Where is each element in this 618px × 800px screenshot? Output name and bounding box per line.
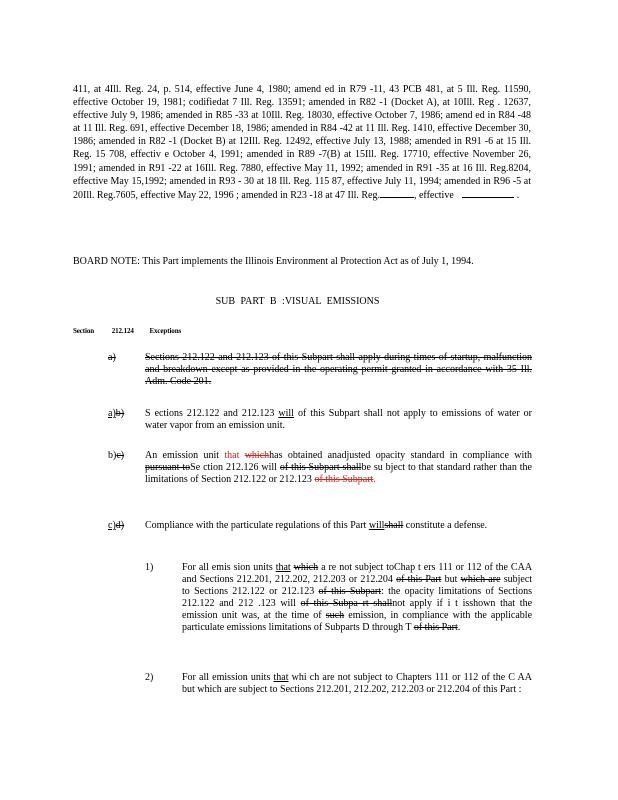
item-d-text-2: constitute a defense. — [405, 520, 488, 531]
item-d-text — [145, 520, 532, 532]
section-heading — [73, 325, 181, 337]
item-b-text-2: of this Subpart shall not apply to emissions of water or water vapor from an emission unit. — [145, 408, 532, 431]
section-name: Exceptions — [149, 327, 182, 335]
subitem-1-t5: : the opacity limitations of Sections 212.122 and 212 .123 will — [182, 586, 533, 609]
subitem-1-del7: of this Part — [413, 622, 458, 633]
subitem-2-t2: whi ch are not subject to Chapters 111 or 112 of the C AA but which are subject to Sections 212.201, 212.202, 212.203 or 212.204 of this Part : — [182, 672, 532, 695]
item-c-label-old: c) — [116, 450, 125, 461]
item-b-insert: will — [278, 408, 294, 419]
item-c-text-4: be su bject to that standard rather than the limitations of Section 212.122 or 212.123 — [145, 462, 532, 485]
history-reg-blank — [380, 188, 414, 198]
history-text: 411, at 4Ill. Reg. 24, p. 514, effective June 4, 1980; amend ed in R79 -11, 43 PCB 481, at 5 Ill. Reg. 11590, effective October 19, 1981; codifiedat 7 Ill. Reg. 13591; amended in R82 -1 (Docket A), at 10Ill. Reg . 12637, effective July 9, 1986; amended in R85 -33 at 10Ill. Reg. 18030, effective October 7, 1986; amend ed in R84 -48 at 11 Ill. Reg. 691, effective December 18, 1986; amended in R84 -42 at 11 Ill. Reg. 1410, effective December 30, 1986; amended in R82 -1 (Docket B) at 12Ill. Reg. 12492, effective July 13, 1988; amended in R91 -6 at 15 Ill. Reg. 15 708, effectiv e October 4, 1991; amended in R89 -7(B) at 15Ill. Reg. 17710, effective November 26, 1991; amended in R91 -22 at 16Ill. Reg. 7880, effective May 11, 1992; amended in R91 -35 at 16 Ill. Reg.8204, effective May 15,1992; amended in R93 - 30 at 18 Ill. Reg. 115 87, effective July 11, 1994; amended in R96 -5 at 20Ill. Reg.7605, effective May 22, 1996 ; amended in R23 -18 at 47 Ill. Reg. — [73, 84, 531, 201]
item-d-label — [108, 520, 124, 532]
item-c-delete-red: which — [244, 450, 270, 461]
item-c-text-1: An emission unit — [145, 450, 220, 461]
subitem-1-del4: of this Subpart — [318, 586, 382, 597]
item-c-delete-2: of this Subpart shall — [279, 462, 362, 473]
item-c-text-3: Se ction 212.126 will — [190, 462, 277, 473]
history-paragraph — [73, 83, 531, 202]
subitem-2-t1: For all emission units — [182, 672, 271, 683]
item-c-insert-red: that — [224, 450, 240, 461]
subitem-1-del5: of this Subpa rt shall — [300, 598, 393, 609]
subitem-1-t2: a re not subject toChap t ers 111 or 112 of the CAA and Sections 212.201, 212.202, 212.203 or 212.204 — [182, 562, 533, 585]
subitem-1-t7: emission, in compliance with the applicable particulate emissions limitations of Subparts D through T — [182, 610, 533, 633]
item-d-label-new: c) — [108, 520, 116, 531]
subitem-1-del2: of this Part — [396, 574, 442, 585]
subitem-1-del6: such — [325, 610, 345, 621]
subpart-title: SUB PART B :VISUAL EMISSIONS — [215, 296, 380, 307]
item-d-text-1: Compliance with the particulate regulations of this Part — [145, 520, 367, 531]
item-c-text — [145, 450, 532, 486]
subitem-1-end: . — [457, 622, 461, 633]
item-b-label — [108, 408, 124, 420]
subitem-2-ins1: that — [273, 672, 289, 683]
section-number: 212.124 — [111, 327, 134, 335]
subitem-2-text — [182, 672, 532, 696]
item-d-label-old: d) — [115, 520, 125, 531]
history-end: . — [516, 189, 520, 201]
item-a-deleted-text: Sections 212.122 and 212.123 of this Subpart shall apply during times of startup, malfunction and breakdown except as provided in the operating permit granted in accordance with 35 Ill. Adm. Code 201. — [145, 352, 532, 387]
history-effective-blank — [462, 188, 514, 198]
subitem-1-ins1: that — [275, 562, 291, 573]
item-a-text — [145, 352, 532, 388]
item-c-end: . — [373, 474, 376, 485]
board-note: BOARD NOTE: This Part implements the Illinois Environment al Protection Act as of July 1, 1994. — [73, 256, 474, 267]
subitem-1-label: 1) — [145, 562, 154, 573]
item-c-text-2: has obtained anadjusted opacity standard in compliance with — [269, 450, 533, 461]
item-b-label-old: b) — [115, 408, 125, 419]
subitem-2-label: 2) — [145, 672, 154, 683]
item-a-label: a) — [108, 352, 116, 363]
item-c-label — [108, 450, 124, 462]
item-b-label-new: a) — [108, 408, 116, 419]
item-c-delete-red-2: of this Subpart — [314, 474, 374, 485]
subitem-1-t6: not apply if i t isshown that the emission unit was, at the time of — [182, 598, 533, 621]
item-d-insert: will — [368, 520, 385, 531]
item-b-text-1: S ections 212.122 and 212.123 — [145, 408, 275, 419]
subitem-1-t3: but — [444, 574, 458, 585]
subitem-1-del1: which — [293, 562, 319, 573]
item-c-delete-1: pursuant to — [145, 462, 191, 473]
subitem-1-t1: For all emis sion units — [182, 562, 273, 573]
subitem-1-text — [182, 562, 532, 634]
item-d-delete: shall — [384, 520, 404, 531]
history-effective-label: , effective — [413, 189, 454, 201]
subitem-1-del3: which are — [460, 574, 501, 585]
section-label: Section — [73, 327, 95, 335]
subitem-1-t4: subject to Sections 212.122 or 212.123 — [182, 574, 533, 597]
item-b-text — [145, 408, 532, 432]
item-c-label-new: b) — [108, 450, 117, 461]
